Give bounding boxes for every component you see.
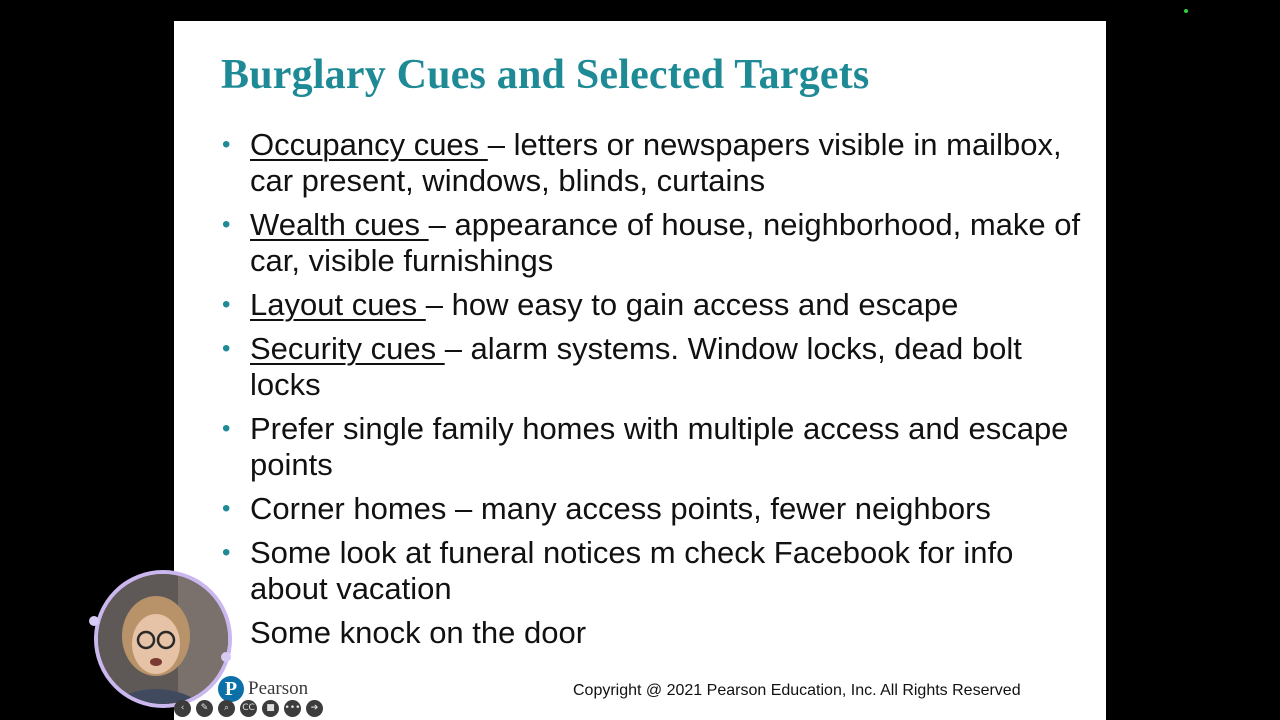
presenter-video-frame (98, 574, 228, 704)
bullet-dot: • (222, 495, 231, 522)
presenter-webcam[interactable] (94, 570, 232, 708)
bullet-text: – alarm systems. Window locks, dead bolt locks (250, 331, 1022, 402)
slide (174, 21, 1106, 720)
slide-title: Burglary Cues and Selected Targets (221, 52, 870, 98)
bullet-label: Occupancy cues (250, 127, 488, 162)
copyright-notice: Copyright @ 2021 Pearson Education, Inc. All Rights Reserved (573, 682, 1021, 699)
bullet-dot: • (222, 211, 231, 238)
bullet-text: – how easy to gain access and escape (425, 287, 959, 322)
bullet-item (222, 331, 1092, 403)
bullet-dot: • (222, 131, 231, 158)
bullet-item (222, 207, 1092, 279)
pearson-logo-icon: P (218, 676, 244, 702)
bullet-text: Corner homes – many access points, fewer neighbors (250, 491, 991, 526)
bullet-dot: • (222, 335, 231, 362)
player-controls (174, 700, 323, 717)
bullet-dot: • (222, 539, 231, 566)
bullet-list (222, 127, 1092, 659)
captions-icon[interactable]: CC (240, 700, 257, 717)
bullet-text: Some look at funeral notices m check Facebook for info about vacation (250, 535, 1014, 606)
bullet-text: Some knock on the door (250, 615, 587, 650)
brand-name: Pearson (248, 678, 309, 699)
webcam-ring-handle[interactable] (89, 616, 99, 626)
back-icon[interactable]: ‹ (174, 700, 191, 717)
zoom-icon[interactable]: ⌕ (218, 700, 235, 717)
bullet-item (222, 615, 1092, 651)
bullet-label: Layout cues (250, 287, 426, 322)
bullet-item (222, 287, 1092, 323)
bullet-item (222, 535, 1092, 607)
more-icon[interactable]: ••• (284, 700, 301, 717)
status-indicator-dot (1184, 9, 1188, 13)
bullet-text: – appearance of house, neighborhood, make of car, visible furnishings (250, 207, 1081, 278)
bullet-label: Wealth cues (250, 207, 429, 242)
bullet-item (222, 127, 1092, 199)
pearson-logo (218, 676, 308, 702)
pen-icon[interactable]: ✎ (196, 700, 213, 717)
bullet-text: Prefer single family homes with multiple access and escape points (250, 411, 1069, 482)
camera-icon[interactable]: ■ (262, 700, 279, 717)
bullet-text: – letters or newspapers visible in mailbox, car present, windows, blinds, curtains (250, 127, 1062, 198)
bullet-label: Security cues (250, 331, 445, 366)
bullet-dot: • (222, 291, 231, 318)
webcam-ring-handle[interactable] (221, 652, 231, 662)
bullet-dot: • (222, 415, 231, 442)
bullet-item (222, 411, 1092, 483)
bullet-item (222, 491, 1092, 527)
next-icon[interactable]: ➔ (306, 700, 323, 717)
